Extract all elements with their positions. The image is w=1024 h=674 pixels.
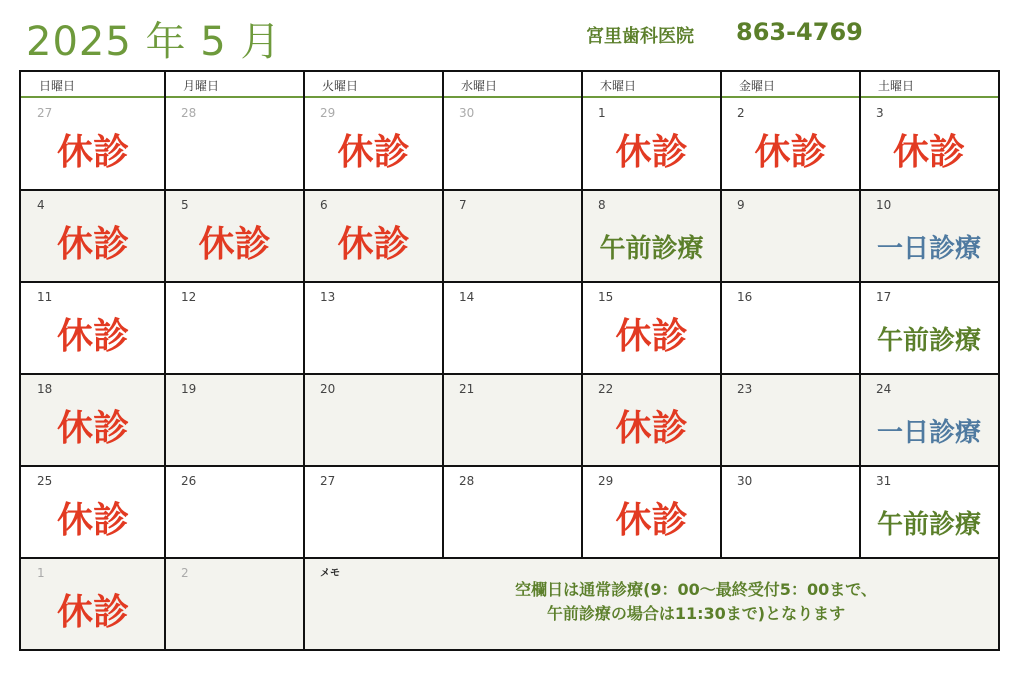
day-cell[interactable] — [165, 558, 304, 649]
grid-divider — [21, 189, 998, 191]
day-status: 休診 — [56, 224, 129, 265]
day-number: 29 — [320, 106, 336, 120]
calendar-title: 2025 年 5 月 — [26, 19, 282, 65]
day-number: 15 — [598, 290, 614, 304]
day-cell[interactable] — [165, 190, 304, 282]
grid-divider — [21, 281, 998, 283]
grid-divider — [303, 72, 305, 649]
day-cell[interactable] — [860, 466, 998, 558]
day-status: 休診 — [56, 592, 129, 633]
calendar-grid — [19, 70, 1000, 651]
day-status: 午前診療 — [599, 234, 704, 264]
grid-divider — [442, 72, 444, 558]
day-cell[interactable] — [165, 282, 304, 374]
day-number: 10 — [876, 198, 892, 212]
day-cell[interactable] — [21, 558, 165, 649]
day-number: 8 — [598, 198, 606, 212]
day-status: 一日診療 — [876, 234, 981, 264]
weekday-header: 日曜日 — [21, 72, 165, 98]
day-number: 2 — [737, 106, 745, 120]
day-status: 休診 — [615, 132, 688, 173]
day-number: 11 — [37, 290, 53, 304]
memo-line: 午前診療の場合は11:30まで)となります — [546, 604, 846, 623]
clinic-name: 宮里歯科医院 — [586, 26, 694, 47]
day-number: 21 — [459, 382, 475, 396]
day-number: 27 — [320, 474, 336, 488]
day-cell[interactable] — [165, 374, 304, 466]
day-status: 休診 — [754, 132, 827, 173]
day-number: 17 — [876, 290, 892, 304]
weekday-header: 土曜日 — [860, 72, 998, 98]
day-status: 休診 — [615, 500, 688, 541]
day-number: 18 — [37, 382, 53, 396]
weekday-header: 木曜日 — [582, 72, 721, 98]
memo-box — [304, 558, 998, 649]
day-number: 5 — [181, 198, 189, 212]
day-number: 1 — [598, 106, 606, 120]
day-status: 休診 — [56, 132, 129, 173]
day-number: 7 — [459, 198, 467, 212]
day-number: 25 — [37, 474, 53, 488]
day-number: 14 — [459, 290, 475, 304]
day-status: 休診 — [56, 408, 129, 449]
day-number: 12 — [181, 290, 197, 304]
weekday-header: 水曜日 — [443, 72, 582, 98]
day-status: 休診 — [615, 316, 688, 357]
memo-text — [304, 578, 998, 626]
day-cell[interactable] — [721, 466, 860, 558]
day-number: 6 — [320, 198, 328, 212]
day-number: 26 — [181, 474, 197, 488]
day-cell[interactable] — [582, 190, 721, 282]
grid-divider — [164, 72, 166, 649]
day-status: 休診 — [198, 224, 271, 265]
day-cell[interactable] — [860, 282, 998, 374]
day-status: 休診 — [56, 500, 129, 541]
day-status: 休診 — [337, 224, 410, 265]
day-cell[interactable] — [443, 466, 582, 558]
day-status: 午前診療 — [876, 510, 981, 540]
day-number: 27 — [37, 106, 53, 120]
grid-divider — [21, 465, 998, 467]
day-number: 30 — [737, 474, 753, 488]
day-cell[interactable] — [860, 98, 998, 190]
day-cell[interactable] — [21, 98, 165, 190]
day-cell[interactable] — [443, 98, 582, 190]
weekday-header: 火曜日 — [304, 72, 443, 98]
day-status: 休診 — [892, 132, 965, 173]
weekday-header: 金曜日 — [721, 72, 860, 98]
memo-line: 空欄日は通常診療(9：00～最終受付5：00まで、 — [515, 580, 877, 599]
day-number: 28 — [459, 474, 475, 488]
day-cell[interactable] — [860, 190, 998, 282]
day-cell[interactable] — [304, 466, 443, 558]
day-cell[interactable] — [721, 98, 860, 190]
day-number: 19 — [181, 382, 197, 396]
day-number: 28 — [181, 106, 197, 120]
day-number: 24 — [876, 382, 892, 396]
day-cell[interactable] — [582, 98, 721, 190]
day-number: 30 — [459, 106, 475, 120]
day-cell[interactable] — [443, 374, 582, 466]
day-number: 16 — [737, 290, 753, 304]
day-number: 23 — [737, 382, 753, 396]
day-number: 3 — [876, 106, 884, 120]
day-cell[interactable] — [165, 98, 304, 190]
day-number: 22 — [598, 382, 614, 396]
day-number: 13 — [320, 290, 336, 304]
day-status: 一日診療 — [876, 418, 981, 448]
day-cell[interactable] — [21, 282, 165, 374]
day-status: 午前診療 — [876, 326, 981, 356]
day-cell[interactable] — [443, 282, 582, 374]
day-status: 休診 — [56, 316, 129, 357]
day-status: 休診 — [615, 408, 688, 449]
day-cell[interactable] — [21, 374, 165, 466]
day-cell[interactable] — [582, 282, 721, 374]
grid-divider — [581, 72, 583, 558]
day-number: 2 — [181, 566, 189, 580]
day-cell[interactable] — [304, 282, 443, 374]
grid-divider — [21, 557, 998, 559]
day-cell[interactable] — [582, 466, 721, 558]
day-number: 31 — [876, 474, 892, 488]
day-cell[interactable] — [304, 190, 443, 282]
memo-label: メモ — [320, 568, 340, 579]
grid-divider — [21, 373, 998, 375]
grid-divider — [720, 72, 722, 558]
day-number: 20 — [320, 382, 336, 396]
day-cell[interactable] — [304, 98, 443, 190]
clinic-phone: 863-4769 — [736, 18, 863, 46]
day-cell[interactable] — [443, 190, 582, 282]
day-cell[interactable] — [304, 374, 443, 466]
day-number: 29 — [598, 474, 614, 488]
grid-divider — [859, 72, 861, 558]
day-number: 1 — [37, 566, 45, 580]
day-status: 休診 — [337, 132, 410, 173]
day-cell[interactable] — [21, 190, 165, 282]
day-cell[interactable] — [721, 282, 860, 374]
day-cell[interactable] — [860, 374, 998, 466]
day-cell[interactable] — [721, 190, 860, 282]
day-cell[interactable] — [165, 466, 304, 558]
day-cell[interactable] — [582, 374, 721, 466]
day-cell[interactable] — [21, 466, 165, 558]
weekday-header: 月曜日 — [165, 72, 304, 98]
day-cell[interactable] — [721, 374, 860, 466]
day-number: 4 — [37, 198, 45, 212]
day-number: 9 — [737, 198, 745, 212]
